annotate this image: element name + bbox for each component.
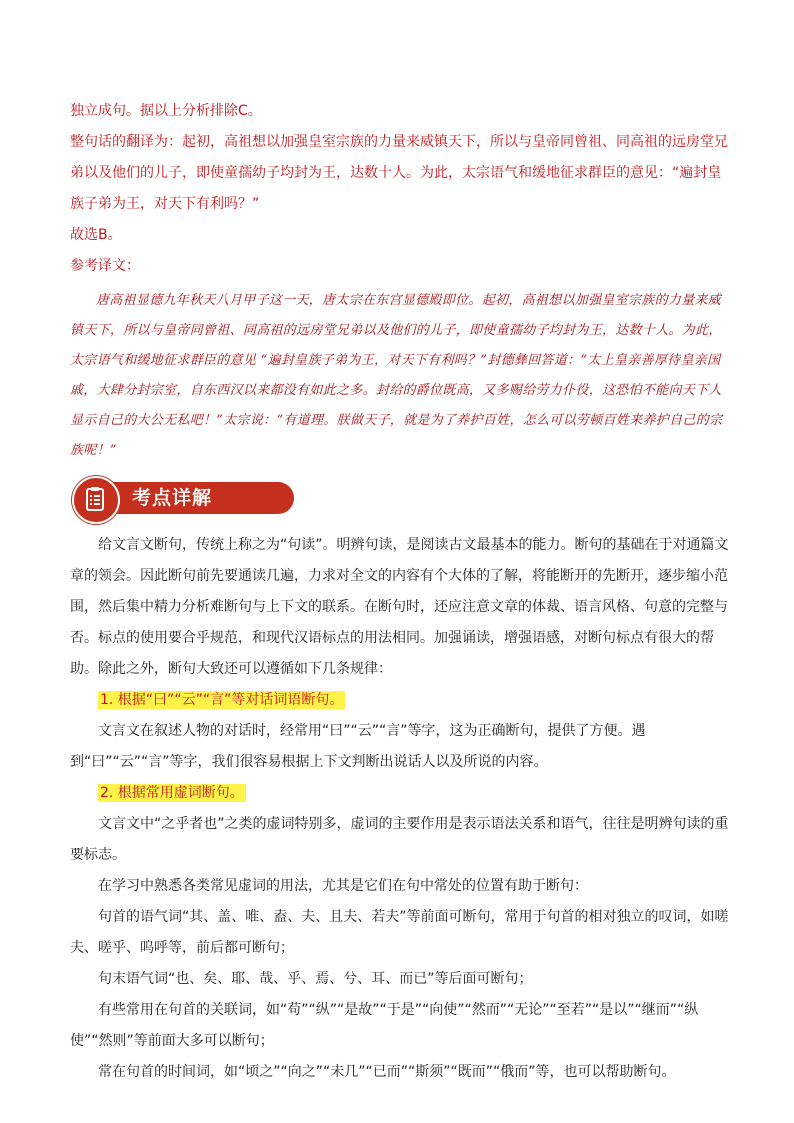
sentence-head-paragraph: 句首的语气词“其、盖、唯、盍、夫、且夫、若夫”等前面可断句，常用于句首的相对独立的叹词，如嗟夫、嗟乎、呜呼等，前后都可断句； (70, 909, 729, 956)
section-banner (70, 476, 320, 522)
document-page (70, 96, 734, 1088)
rule-2-heading (70, 778, 734, 809)
intro-paragraph: 给文言文断句，传统上称之为“句读”。明辨句读，是阅读古文最基本的能力。断句的基础在于对通篇文章的领会。因此断句前先要通读几遍，力求对全文的内容有个大体的了解，将能断开的先断开，逐步缩小范围，然后集中精力分析难断句与上下文的联系。在断句时，还应注意文章的体裁、语言风格、句意的完整与否。标点的使用要合乎规范，和现代汉语标点的用法相同。加强诵读，增强语感，对断句标点有很大的帮助。除此之外，断句大致还可以遵循如下几条规律： (70, 537, 729, 677)
reference-translation-text: 唐高祖显德九年秋天八月甲子这一天，唐太宗在东宫显德殿即位。起初，高祖想以加强皇室宗族的力量来威镇天下，所以与皇帝同曾祖、同高祖的远房堂兄弟以及他们的儿子，即使童孺幼子均封为王，达数十人。为此，太宗语气和缓地征求群臣的意见 “遍封皇族子弟为王，对天下有利吗？”封德彝回答道：“太上皇亲善厚待皇亲国戚，大肆分封宗室，自东西汉以来都没有如此之多。封给的爵位既高，又多赐给劳力仆役，这恐怕不能向天下人显示自己的大公无私吧！”太宗说：“有道理。朕做天子，就是为了养护百姓，怎么可以劳顿百姓来养护自己的宗族呢！” (70, 293, 723, 458)
reference-translation-label: 参考译文： (70, 258, 140, 274)
analysis-conclusion: 独立成句。据以上分析排除C。 (70, 103, 262, 119)
answer-choice: 故选B。 (70, 227, 122, 243)
conjunction-paragraph: 有些常用在句首的关联词，如“苟”“纵”“是故”“于是”“向使”“然而”“无论”“至若”“是以”“继而”“纵使”“然则”等前面大多可以断句； (70, 1002, 699, 1049)
rule-1-heading (70, 685, 734, 716)
usage-paragraph: 在学习中熟悉各类常见虚词的用法，尤其是它们在句中常处的位置有助于断句： (98, 878, 588, 894)
rule-2-paragraph: 文言文中“之乎者也”之类的虚词特别多，虚词的主要作用是表示语法关系和语气，往往是明辨句读的重要标志。 (70, 816, 729, 863)
rule-2-highlight: 2. 根据常用虚词断句。 (100, 785, 244, 801)
clipboard-list-icon (80, 484, 110, 514)
rule-1-paragraph: 文言文在叙述人物的对话时，经常用“曰”“云”“言”等字，这为正确断句，提供了方便。遇到“曰”“云”“言”等字，我们很容易根据上下文判断出说话人以及所说的内容。 (70, 723, 646, 770)
analysis-translation-summary: 整句话的翻译为：起初，高祖想以加强皇室宗族的力量来威镇天下，所以与皇帝同曾祖、同高祖的远房堂兄弟以及他们的儿子，即使童孺幼子均封为王，达数十人。为此，太宗语气和缓地征求群臣的意见：“遍封皇族子弟为王，对天下有利吗？” (70, 134, 728, 212)
rule-1-highlight: 1. 根据“曰”“云”“言”等对话词语断句。 (100, 692, 344, 708)
time-word-paragraph: 常在句首的时间词，如“顷之”“向之”“未几”“已而”“斯须”“既而”“俄而”等，也可以帮助断句。 (98, 1064, 676, 1080)
sentence-end-paragraph: 句末语气词“也、矣、耶、哉、乎、焉、兮、耳、而已”等后面可断句； (98, 971, 533, 987)
section-title: 考点详解 (132, 487, 213, 509)
